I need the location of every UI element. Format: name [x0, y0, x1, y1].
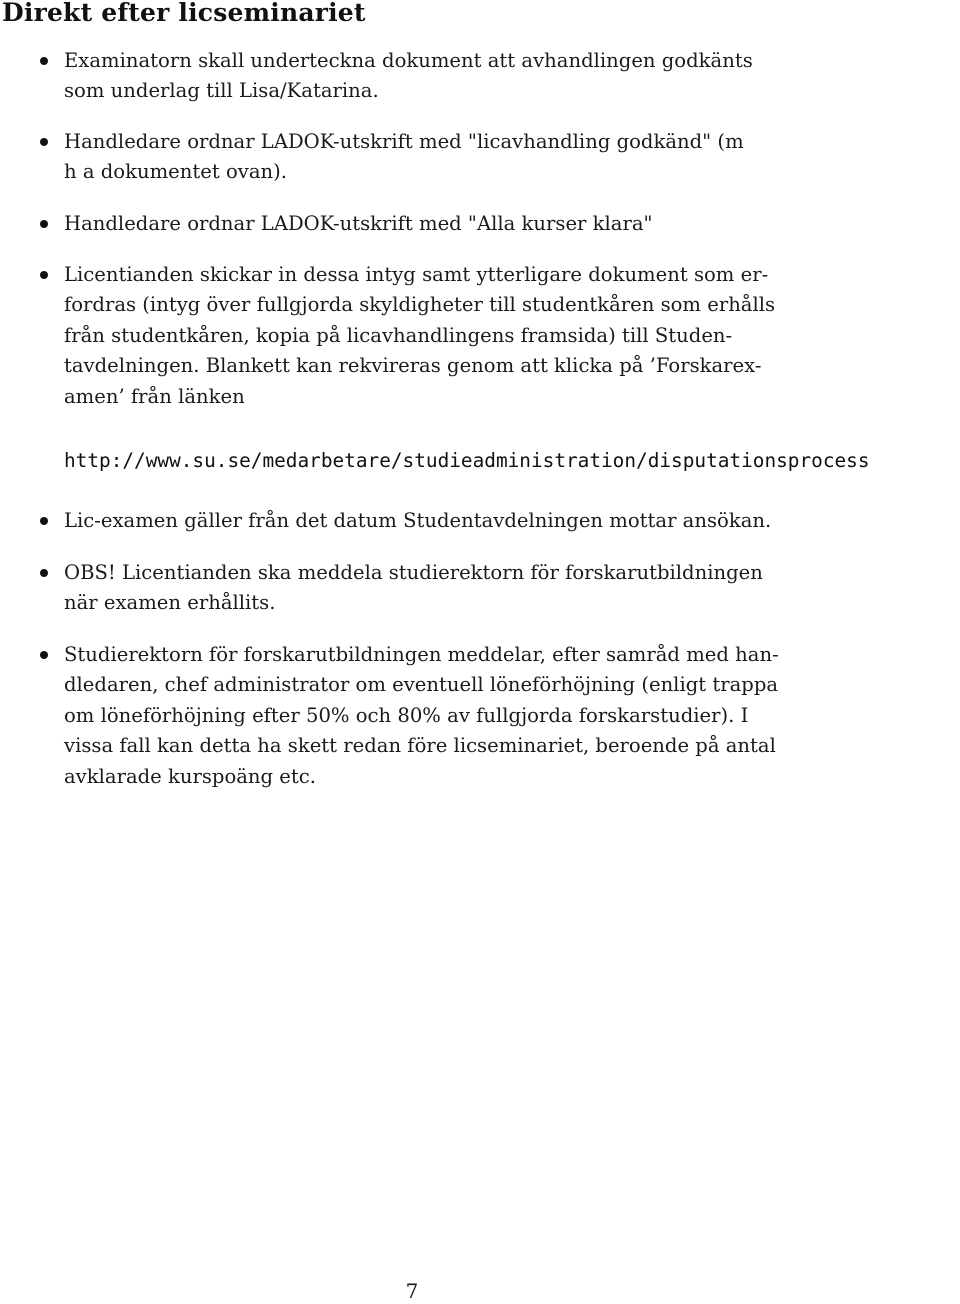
text-line: Studierektorn för forskarutbildningen meddelar, efter samråd med han-	[64, 643, 779, 666]
text-line: vissa fall kan detta ha skett redan före licseminariet, beroende på antal	[64, 734, 776, 758]
text-line: tavdelningen. Blankett kan rekvireras genom att klicka på ’Forskarex-	[64, 354, 762, 378]
list-item-text	[64, 506, 830, 536]
list-item-text	[64, 260, 830, 412]
disputation-process-link[interactable]: http://www.su.se/medarbetare/studieadministration/disputationsprocess	[64, 449, 870, 472]
bullet-marker	[40, 271, 48, 279]
text-line: när examen erhållits.	[64, 591, 276, 615]
text-line: från studentkåren, kopia på licavhandlingens framsida) till Studen-	[64, 323, 733, 347]
bullet-marker	[40, 651, 48, 659]
text-line: om löneförhöjning efter 50% och 80% av fullgjorda forskarstudier). I	[64, 703, 749, 727]
bullet-marker	[40, 517, 48, 525]
text-line: dledaren, chef administrator om eventuell löneförhöjning (enligt trappa	[64, 673, 779, 697]
list-item-text	[64, 209, 830, 239]
bullet-marker	[40, 569, 48, 577]
text-line: avklarade kurspoäng etc.	[64, 764, 316, 788]
text-line: Handledare ordnar LADOK-utskrift med "Alla kurser klara"	[64, 212, 653, 235]
text-line: h a dokumentet ovan).	[64, 160, 287, 184]
bullet-marker	[40, 138, 48, 146]
text-line: Handledare ordnar LADOK-utskrift med "licavhandling godkänd" (m	[64, 130, 744, 153]
list-item-text	[64, 558, 830, 619]
section-title: Direkt efter licseminariet	[2, 0, 366, 27]
text-line: fordras (intyg över fullgjorda skyldigheter till studentkåren som erhålls	[64, 293, 776, 317]
list-item-text	[64, 46, 830, 107]
text-line: som underlag till Lisa/Katarina.	[64, 79, 379, 103]
text-line: Examinatorn skall underteckna dokument att avhandlingen godkänts	[64, 49, 753, 72]
text-line: Lic-examen gäller från det datum Studentavdelningen mottar ansökan.	[64, 509, 772, 532]
text-line: amen’ från länken	[64, 384, 245, 408]
page-number: 7	[405, 1279, 419, 1303]
list-item-text	[64, 127, 830, 188]
text-line: OBS! Licentianden ska meddela studierektorn för forskarutbildningen	[64, 561, 763, 584]
bullet-marker	[40, 57, 48, 65]
bullet-marker	[40, 220, 48, 228]
list-item-text	[64, 640, 830, 792]
text-line: Licentianden skickar in dessa intyg samt ytterligare dokument som er-	[64, 263, 769, 286]
